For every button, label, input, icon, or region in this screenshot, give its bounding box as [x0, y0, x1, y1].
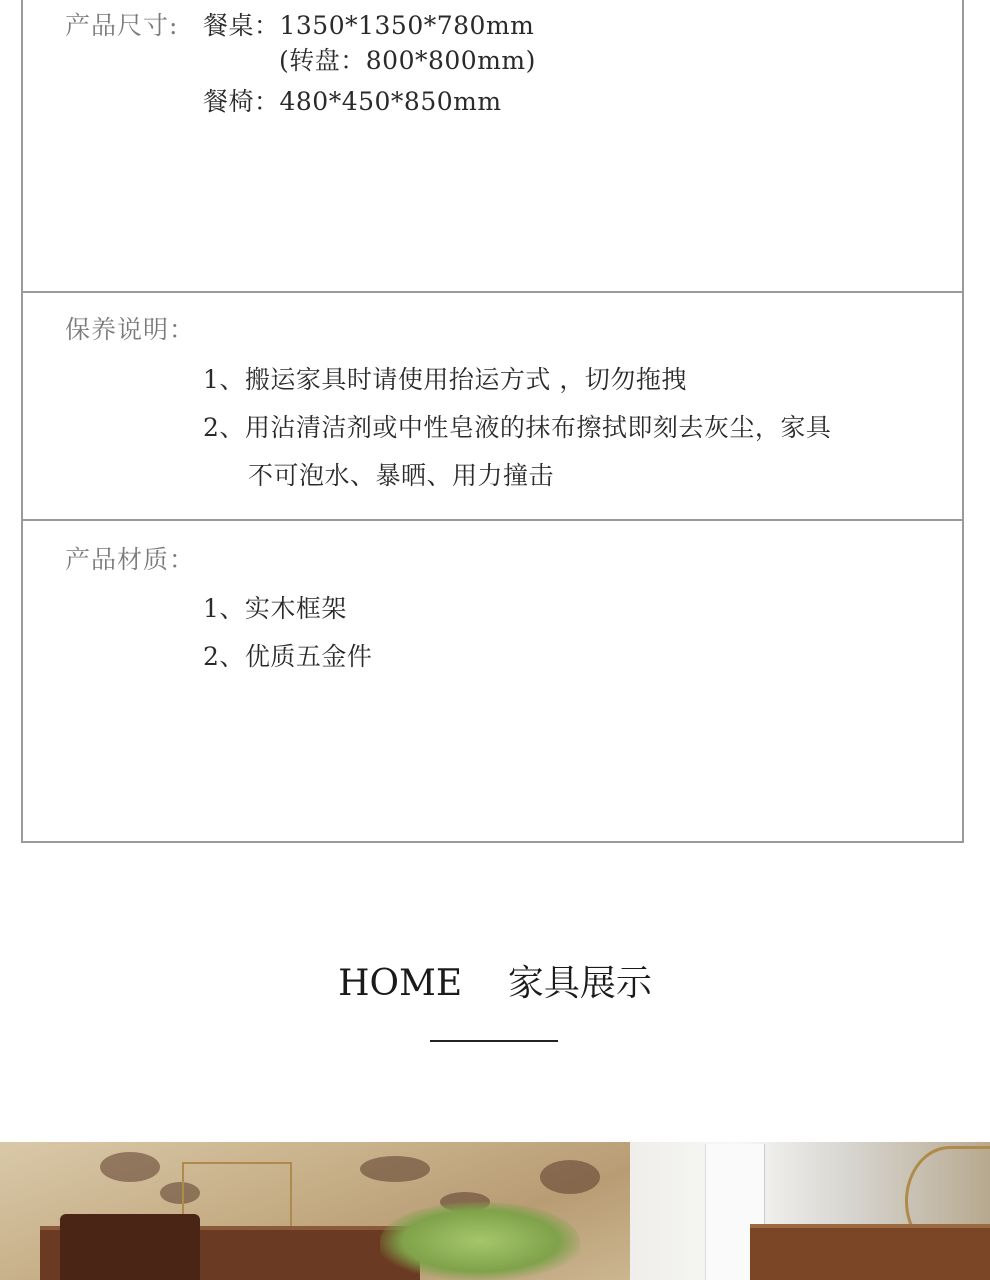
section-title-underline: [430, 1040, 558, 1042]
cabinet: [750, 1228, 990, 1280]
spec-table: [21, 0, 964, 843]
material-label: 产品材质：: [65, 545, 196, 574]
row-divider: [23, 291, 962, 293]
wall-texture: [360, 1156, 430, 1182]
wall-texture: [540, 1160, 600, 1194]
care-label: 保养说明：: [65, 315, 196, 344]
size-chair-line: 餐椅：480*450*850mm: [203, 87, 502, 116]
row-divider: [23, 519, 962, 521]
care-line-2: 2、用沾清洁剂或中性皂液的抹布擦拭即刻去灰尘，家具: [203, 413, 832, 442]
material-line-2: 2、优质五金件: [203, 642, 373, 671]
size-turntable-line: (转盘：800*800mm): [279, 46, 536, 75]
care-line-3: 不可泡水、暴晒、用力撞击: [248, 461, 555, 490]
section-title: HOME 家具展示: [338, 963, 652, 1004]
centerpiece-plant: [380, 1202, 580, 1280]
wall-texture: [100, 1152, 160, 1182]
material-line-1: 1、实木框架: [203, 594, 347, 623]
dining-room-photo: [0, 1142, 990, 1280]
size-table-line: 餐桌：1350*1350*780mm: [203, 11, 535, 40]
size-label: 产品尺寸:: [65, 11, 179, 40]
chair-back: [60, 1214, 200, 1280]
care-line-1: 1、搬运家具时请使用抬运方式 ，切勿拖拽: [203, 365, 687, 394]
